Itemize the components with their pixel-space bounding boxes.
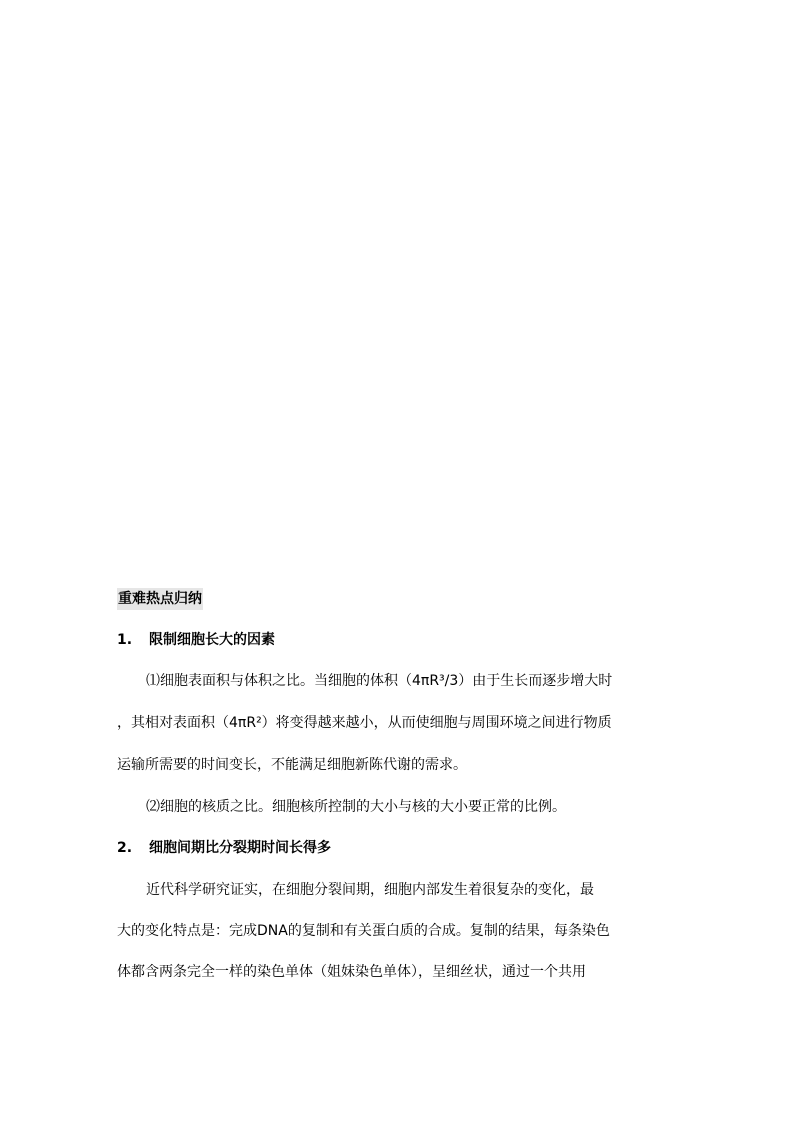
- point-2-number: 2.: [117, 840, 133, 856]
- point-1-title: 限制细胞长大的因素: [149, 632, 275, 648]
- point-2-line-2: 大的变化特点是：完成DNA的复制和有关蛋白质的合成。复制的结果，每条染色: [117, 923, 610, 939]
- point-2-line-3: 体都含两条完全一样的染色单体（姐妹染色单体），呈细丝状，通过一个共用: [117, 964, 586, 980]
- point-2-heading: [117, 838, 331, 858]
- point-1-line-3: 运输所需要的时间变长，不能满足细胞新陈代谢的需求。: [117, 757, 467, 773]
- point-2-line-1: 近代科学研究证实，在细胞分裂间期，细胞内部发生着很复杂的变化，最: [146, 882, 594, 898]
- point-1-number: 1.: [117, 632, 133, 648]
- point-1-line-4: ⑵细胞的核质之比。细胞核所控制的大小与核的大小要正常的比例。: [146, 799, 566, 815]
- point-1-line-1: ⑴细胞表面积与体积之比。当细胞的体积（4πR³/3）由于生长而逐步增大时: [146, 673, 613, 689]
- point-2-title: 细胞间期比分裂期时间长得多: [149, 840, 331, 856]
- point-1-line-2: ，其相对表面积（4πR²）将变得越来越小，从而使细胞与周围环境之间进行物质: [117, 715, 612, 731]
- point-1-heading: [117, 630, 275, 650]
- section-title: 重难热点归纳: [117, 588, 203, 610]
